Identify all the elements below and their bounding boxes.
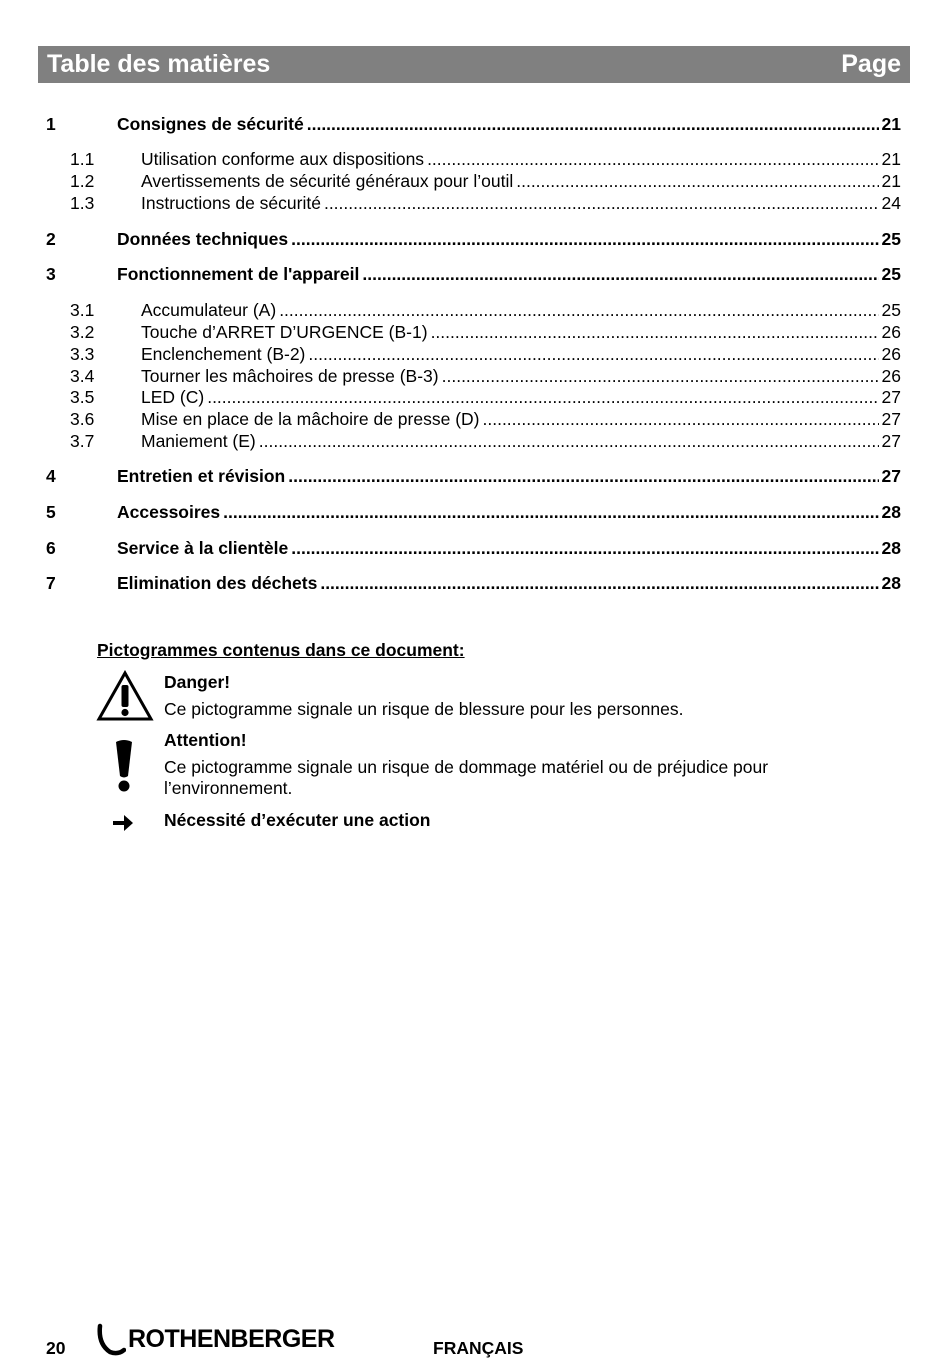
toc-number: 1.1	[70, 149, 95, 169]
toc-row	[46, 343, 901, 365]
toc-row	[46, 228, 901, 250]
toc-entry	[117, 263, 901, 285]
toc-dot-leader	[279, 299, 878, 321]
toc-number: 3	[46, 264, 56, 284]
toc-entry	[141, 299, 901, 321]
toc-row	[46, 192, 901, 214]
attention-label: Attention!	[164, 730, 247, 750]
toc-title-text: LED (C)	[141, 387, 205, 407]
toc-dot-leader	[308, 343, 878, 365]
toc-dot-leader	[324, 192, 879, 214]
toc-page-number: 26	[881, 366, 901, 386]
attention-text-line1: Ce pictogramme signale un risque de dommage matériel ou de préjudice pour	[164, 756, 769, 777]
toc-number: 5	[46, 502, 56, 522]
toc-entry	[141, 430, 901, 452]
toc-title: Table des matières	[47, 50, 271, 78]
toc-title-text: Accessoires	[117, 502, 221, 522]
toc-title-text: Consignes de sécurité	[117, 114, 304, 134]
toc-dot-leader	[259, 430, 879, 452]
action-description	[164, 810, 431, 832]
toc-dot-leader	[483, 408, 879, 430]
brand-name: ROTHENBERGER	[128, 1324, 335, 1353]
toc-dot-leader	[320, 572, 878, 594]
toc-dot-leader	[362, 263, 878, 285]
toc-title-text: Touche d’ARRET D’URGENCE (B-1)	[141, 322, 428, 342]
toc-entry	[141, 148, 901, 170]
toc-title-text: Fonctionnement de l'appareil	[117, 264, 360, 284]
toc-row	[46, 170, 901, 192]
toc-number: 3.5	[70, 387, 95, 407]
toc-row	[46, 365, 901, 387]
toc-row	[46, 263, 901, 285]
toc-entry	[117, 572, 901, 594]
toc-page-number: 27	[881, 466, 901, 486]
toc-page-number: 28	[881, 573, 901, 593]
toc-entry	[141, 386, 901, 408]
toc-page-number: 21	[881, 171, 901, 191]
toc-title-text: Mise en place de la mâchoire de presse (D)	[141, 409, 480, 429]
danger-text: Ce pictogramme signale un risque de blessure pour les personnes.	[164, 698, 684, 719]
exclamation-icon	[112, 738, 136, 794]
toc-number: 3.1	[70, 300, 95, 320]
toc-row	[46, 430, 901, 452]
toc-page-number: 28	[881, 502, 901, 522]
danger-label: Danger!	[164, 672, 231, 692]
toc-dot-leader	[207, 386, 878, 408]
toc-dot-leader	[431, 321, 879, 343]
toc-title-text: Instructions de sécurité	[141, 193, 321, 213]
toc-dot-leader	[223, 501, 878, 523]
toc-row	[46, 321, 901, 343]
toc-title-text: Tourner les mâchoires de presse (B-3)	[141, 366, 439, 386]
toc-page-number: 28	[881, 538, 901, 558]
toc-entry	[117, 228, 901, 250]
toc-row	[46, 148, 901, 170]
toc-dot-leader	[442, 365, 879, 387]
toc-title-text: Enclenchement (B-2)	[141, 344, 306, 364]
footer-page-number: 20	[46, 1338, 66, 1358]
toc-entry	[117, 465, 901, 487]
toc-header	[38, 46, 910, 83]
toc-dot-leader	[307, 113, 879, 135]
brand-swoosh-icon	[96, 1322, 126, 1356]
toc-title-text: Données techniques	[117, 229, 289, 249]
toc-entry	[141, 170, 901, 192]
toc-entry	[117, 113, 901, 135]
toc-entry	[117, 537, 901, 559]
warning-triangle-icon	[96, 670, 154, 722]
toc-number: 3.2	[70, 322, 95, 342]
toc-title-text: Avertissements de sécurité généraux pour l’outil	[141, 171, 514, 191]
toc-number: 7	[46, 573, 56, 593]
toc-page-number: 25	[881, 300, 901, 320]
toc-page-number: 27	[881, 387, 901, 407]
toc-number: 3.4	[70, 366, 95, 386]
toc-title-text: Elimination des déchets	[117, 573, 318, 593]
toc-page-number: 24	[881, 193, 901, 213]
toc-row	[46, 299, 901, 321]
toc-page-number: 25	[881, 264, 901, 284]
toc-page-label: Page	[841, 50, 901, 78]
toc-entry	[117, 501, 901, 523]
toc-row	[46, 572, 901, 594]
toc-entry	[141, 343, 901, 365]
footer-language: FRANÇAIS	[433, 1338, 524, 1358]
arrow-right-icon	[112, 813, 134, 833]
toc-page-number: 26	[881, 322, 901, 342]
toc-dot-leader	[291, 537, 878, 559]
toc-row	[46, 465, 901, 487]
toc-page-number: 21	[881, 114, 901, 134]
toc-dot-leader	[291, 228, 878, 250]
toc-entry	[141, 408, 901, 430]
toc-number: 2	[46, 229, 56, 249]
toc-page-number: 27	[881, 409, 901, 429]
toc-page-number: 25	[881, 229, 901, 249]
toc-row	[46, 537, 901, 559]
toc-page-number: 21	[881, 149, 901, 169]
toc-number: 1	[46, 114, 56, 134]
attention-text-line2: l’environnement.	[164, 778, 293, 798]
toc-title-text: Utilisation conforme aux dispositions	[141, 149, 425, 169]
toc-number: 4	[46, 466, 56, 486]
toc-row	[46, 408, 901, 430]
toc-entry	[141, 192, 901, 214]
toc-title-text: Service à la clientèle	[117, 538, 289, 558]
toc-number: 1.2	[70, 171, 95, 191]
toc-number: 3.7	[70, 431, 95, 451]
pictograms-heading: Pictogrammes contenus dans ce document:	[97, 640, 465, 660]
toc-dot-leader	[516, 170, 878, 192]
toc-title-text: Accumulateur (A)	[141, 300, 277, 320]
toc-number: 3.3	[70, 344, 95, 364]
toc-dot-leader	[427, 148, 878, 170]
toc-title-text: Maniement (E)	[141, 431, 256, 451]
toc-dot-leader	[288, 465, 878, 487]
toc-number: 3.6	[70, 409, 95, 429]
action-label: Nécessité d’exécuter une action	[164, 810, 431, 830]
toc-page-number: 27	[881, 431, 901, 451]
toc-entry	[141, 365, 901, 387]
attention-description	[164, 730, 768, 800]
toc-row	[46, 501, 901, 523]
toc-row	[46, 386, 901, 408]
toc-page-number: 26	[881, 344, 901, 364]
toc-entry	[141, 321, 901, 343]
toc-number: 6	[46, 538, 56, 558]
toc-row	[46, 113, 901, 135]
toc-title-text: Entretien et révision	[117, 466, 286, 486]
toc-number: 1.3	[70, 193, 95, 213]
brand-logo	[96, 1322, 335, 1356]
danger-description	[164, 672, 683, 720]
